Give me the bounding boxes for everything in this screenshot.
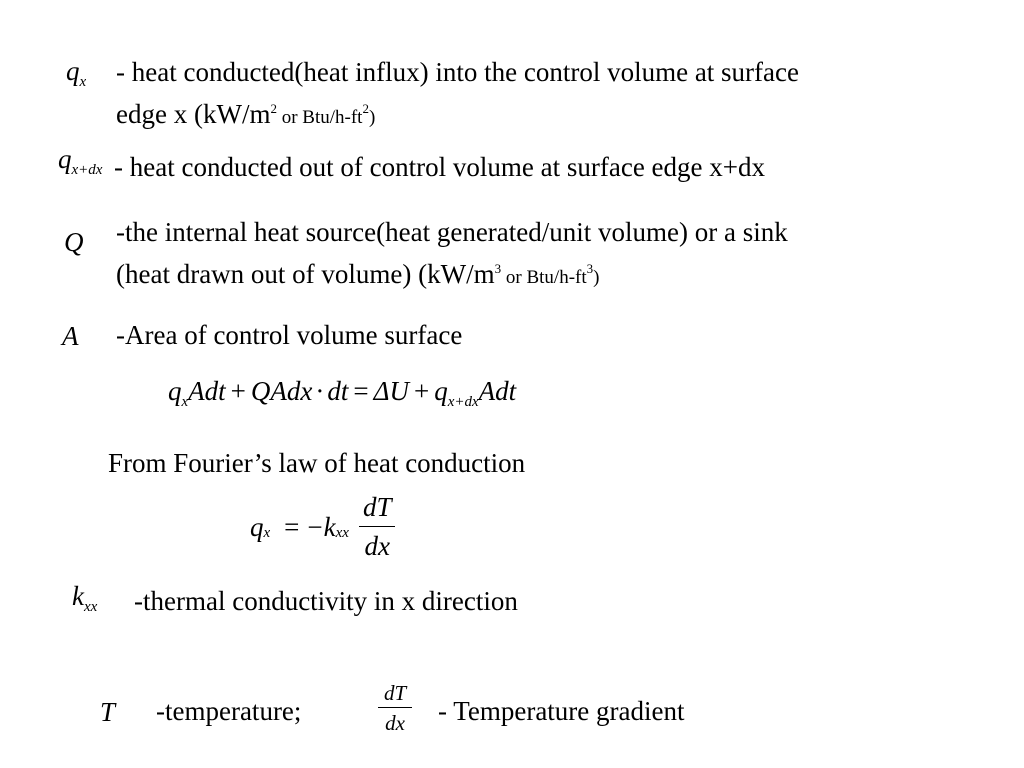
qxdx-symbol — [58, 144, 102, 179]
eq-term2: QAdx — [250, 376, 313, 406]
T-symbol: T — [100, 697, 116, 727]
Q-line2-end: ) — [593, 267, 600, 288]
Q-desc-line2 — [116, 257, 788, 296]
qx-desc-line1: - heat conducted(heat influx) into the control volume at surface — [116, 57, 799, 87]
fourier-fraction — [359, 490, 396, 563]
energy-balance-equation — [168, 375, 516, 412]
eq-term4: ΔU — [373, 376, 409, 406]
Q-description — [116, 215, 788, 296]
fourier-equation — [250, 490, 395, 563]
eq-term3: dt — [327, 376, 349, 406]
kxx-symbol — [72, 581, 97, 616]
fourier-equals: = — [284, 511, 300, 542]
qxdx-symbol-letter: q — [58, 144, 72, 174]
fourier-k-sub: xx — [335, 524, 349, 541]
eq-term5: Adt — [478, 376, 517, 406]
T-frac-den: dx — [385, 711, 405, 735]
eq-plus1: + — [230, 376, 246, 406]
qx-symbol — [66, 56, 86, 91]
qx-description — [116, 55, 799, 136]
Q-line2-small-exp: 3 — [586, 261, 594, 276]
Q-line2-small: or Btu/h-ft — [501, 267, 587, 288]
qx-symbol-letter: q — [66, 56, 80, 86]
qxdx-description: - heat conducted out of control volume at surface edge x+dx — [114, 152, 765, 182]
fourier-frac-den: dx — [364, 531, 390, 561]
fourier-k: k — [323, 511, 336, 542]
kxx-subscript: xx — [83, 599, 98, 615]
fourier-lhs: q — [250, 511, 264, 542]
qx-line2-text: edge x (kW/m — [116, 99, 271, 129]
qxdx-subscript: x+dx — [71, 162, 103, 178]
qx-line2-exp: 2 — [270, 101, 277, 116]
kxx-symbol-letter: k — [72, 581, 84, 611]
eq-q2: q — [434, 376, 448, 406]
Q-line2-exp: 3 — [494, 261, 502, 276]
Q-line2-text: (heat drawn out of volume) (kW/m — [116, 259, 495, 289]
T-gradient-fraction — [378, 680, 412, 736]
T-gradient-label: - Temperature gradient — [438, 696, 685, 726]
kxx-description: -thermal conductivity in x direction — [134, 586, 518, 616]
fourier-neg: − — [307, 511, 323, 542]
T-frac-num: dT — [378, 680, 412, 708]
Q-symbol: Q — [64, 227, 84, 257]
qx-line2-small: or Btu/h-ft — [276, 107, 363, 128]
eq-q1-sub: x — [181, 394, 189, 410]
fourier-heading: From Fourier’s law of heat conduction — [108, 448, 526, 478]
eq-term1: Adt — [188, 376, 226, 406]
T-description: -temperature; — [156, 696, 302, 726]
A-description: -Area of control volume surface — [116, 320, 463, 350]
eq-q2-sub: x+dx — [447, 394, 479, 410]
fourier-frac-num: dT — [359, 490, 396, 527]
fourier-lhs-sub: x — [263, 524, 271, 541]
eq-plus2: + — [414, 376, 430, 406]
qx-subscript: x — [79, 74, 87, 90]
Q-desc-line1: -the internal heat source(heat generated/unit volume) or a sink — [116, 217, 788, 247]
eq-equals: = — [353, 376, 369, 406]
qx-line2-small-exp: 2 — [362, 101, 369, 116]
eq-q1: q — [168, 376, 182, 406]
eq-dot: · — [315, 376, 325, 406]
qx-desc-line2 — [116, 97, 799, 136]
A-symbol: A — [62, 321, 79, 351]
qx-line2-end: ) — [368, 107, 376, 128]
